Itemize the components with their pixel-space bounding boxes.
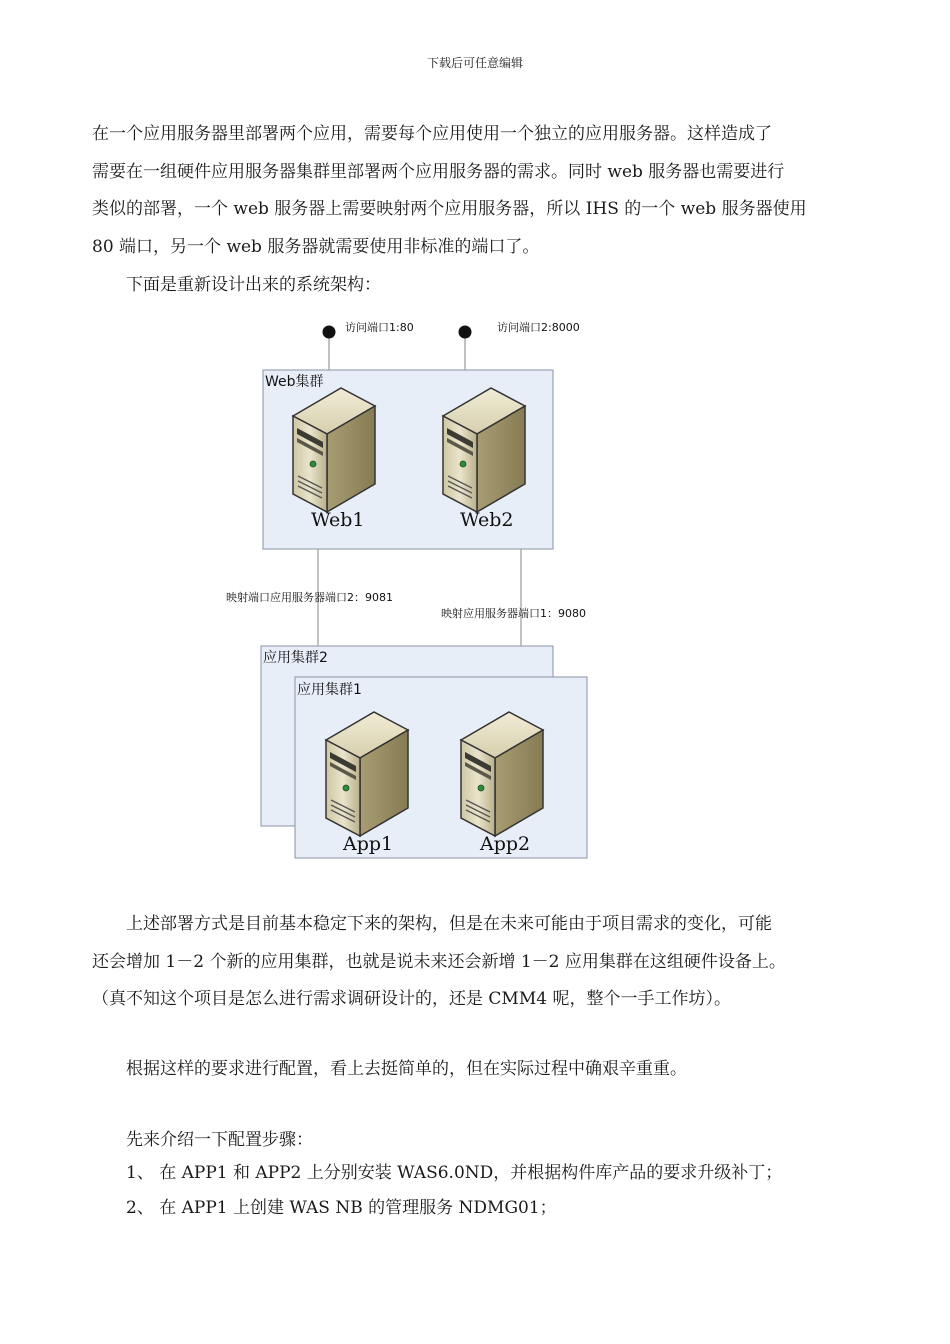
app1-label: App1 xyxy=(343,833,394,855)
future-paragraph xyxy=(92,906,862,1019)
port1-label: 访问端口1:80 xyxy=(345,321,414,334)
app2-label: App2 xyxy=(480,833,531,855)
config-paragraph: 根据这样的要求进行配置，看上去挺简单的，但在实际过程中确艰辛重重。 xyxy=(126,1059,687,1079)
future-line: （真不知这个项目是怎么进行需求调研设计的，还是 CMM4 呢，整个一手工作坊）。 xyxy=(92,989,731,1009)
web2-label: Web2 xyxy=(460,509,514,531)
step-item: 1、 在 APP1 和 APP2 上分别安装 WAS6.0ND，并根据构件库产品的要求升级补丁； xyxy=(126,1163,783,1183)
port1-dot-icon xyxy=(323,326,336,339)
arch-intro: 下面是重新设计出来的系统架构： xyxy=(126,275,381,295)
page-header: 下载后可任意编辑 xyxy=(426,56,523,70)
intro-line: 80 端口，另一个 web 服务器就需要使用非标准的端口了。 xyxy=(92,236,540,257)
app-cluster2-label: 应用集群2 xyxy=(263,650,328,666)
step-item: 2、 在 APP1 上创建 WAS NB 的管理服务 NDMG01； xyxy=(126,1198,557,1218)
port2-label: 访问端口2:8000 xyxy=(497,321,580,334)
app-cluster1-label: 应用集群1 xyxy=(297,682,362,698)
mapping2-label: 映射端口应用服务器端口2：9081 xyxy=(226,591,393,604)
mapping1-label: 映射应用服务器端口1：9080 xyxy=(441,607,586,620)
future-line: 还会增加 1－2 个新的应用集群，也就是说未来还会新增 1－2 应用集群在这组硬件设备上。 xyxy=(92,951,786,972)
intro-line: 需要在一组硬件应用服务器集群里部署两个应用服务器的需求。同时 web 服务器也需要进行 xyxy=(92,161,785,182)
web-cluster-label: Web集群 xyxy=(265,374,324,390)
intro-line: 类似的部署，一个 web 服务器上需要映射两个应用服务器，所以 IHS 的一个 web 服务器使用 xyxy=(92,199,807,219)
port2-dot-icon xyxy=(459,326,472,339)
steps-intro: 先来介绍一下配置步骤： xyxy=(126,1130,313,1150)
future-line: 上述部署方式是目前基本稳定下来的架构，但是在未来可能由于项目需求的变化，可能 xyxy=(126,914,772,934)
web1-label: Web1 xyxy=(311,509,365,531)
intro-line: 在一个应用服务器里部署两个应用，需要每个应用使用一个独立的应用服务器。这样造成了 xyxy=(92,124,772,144)
